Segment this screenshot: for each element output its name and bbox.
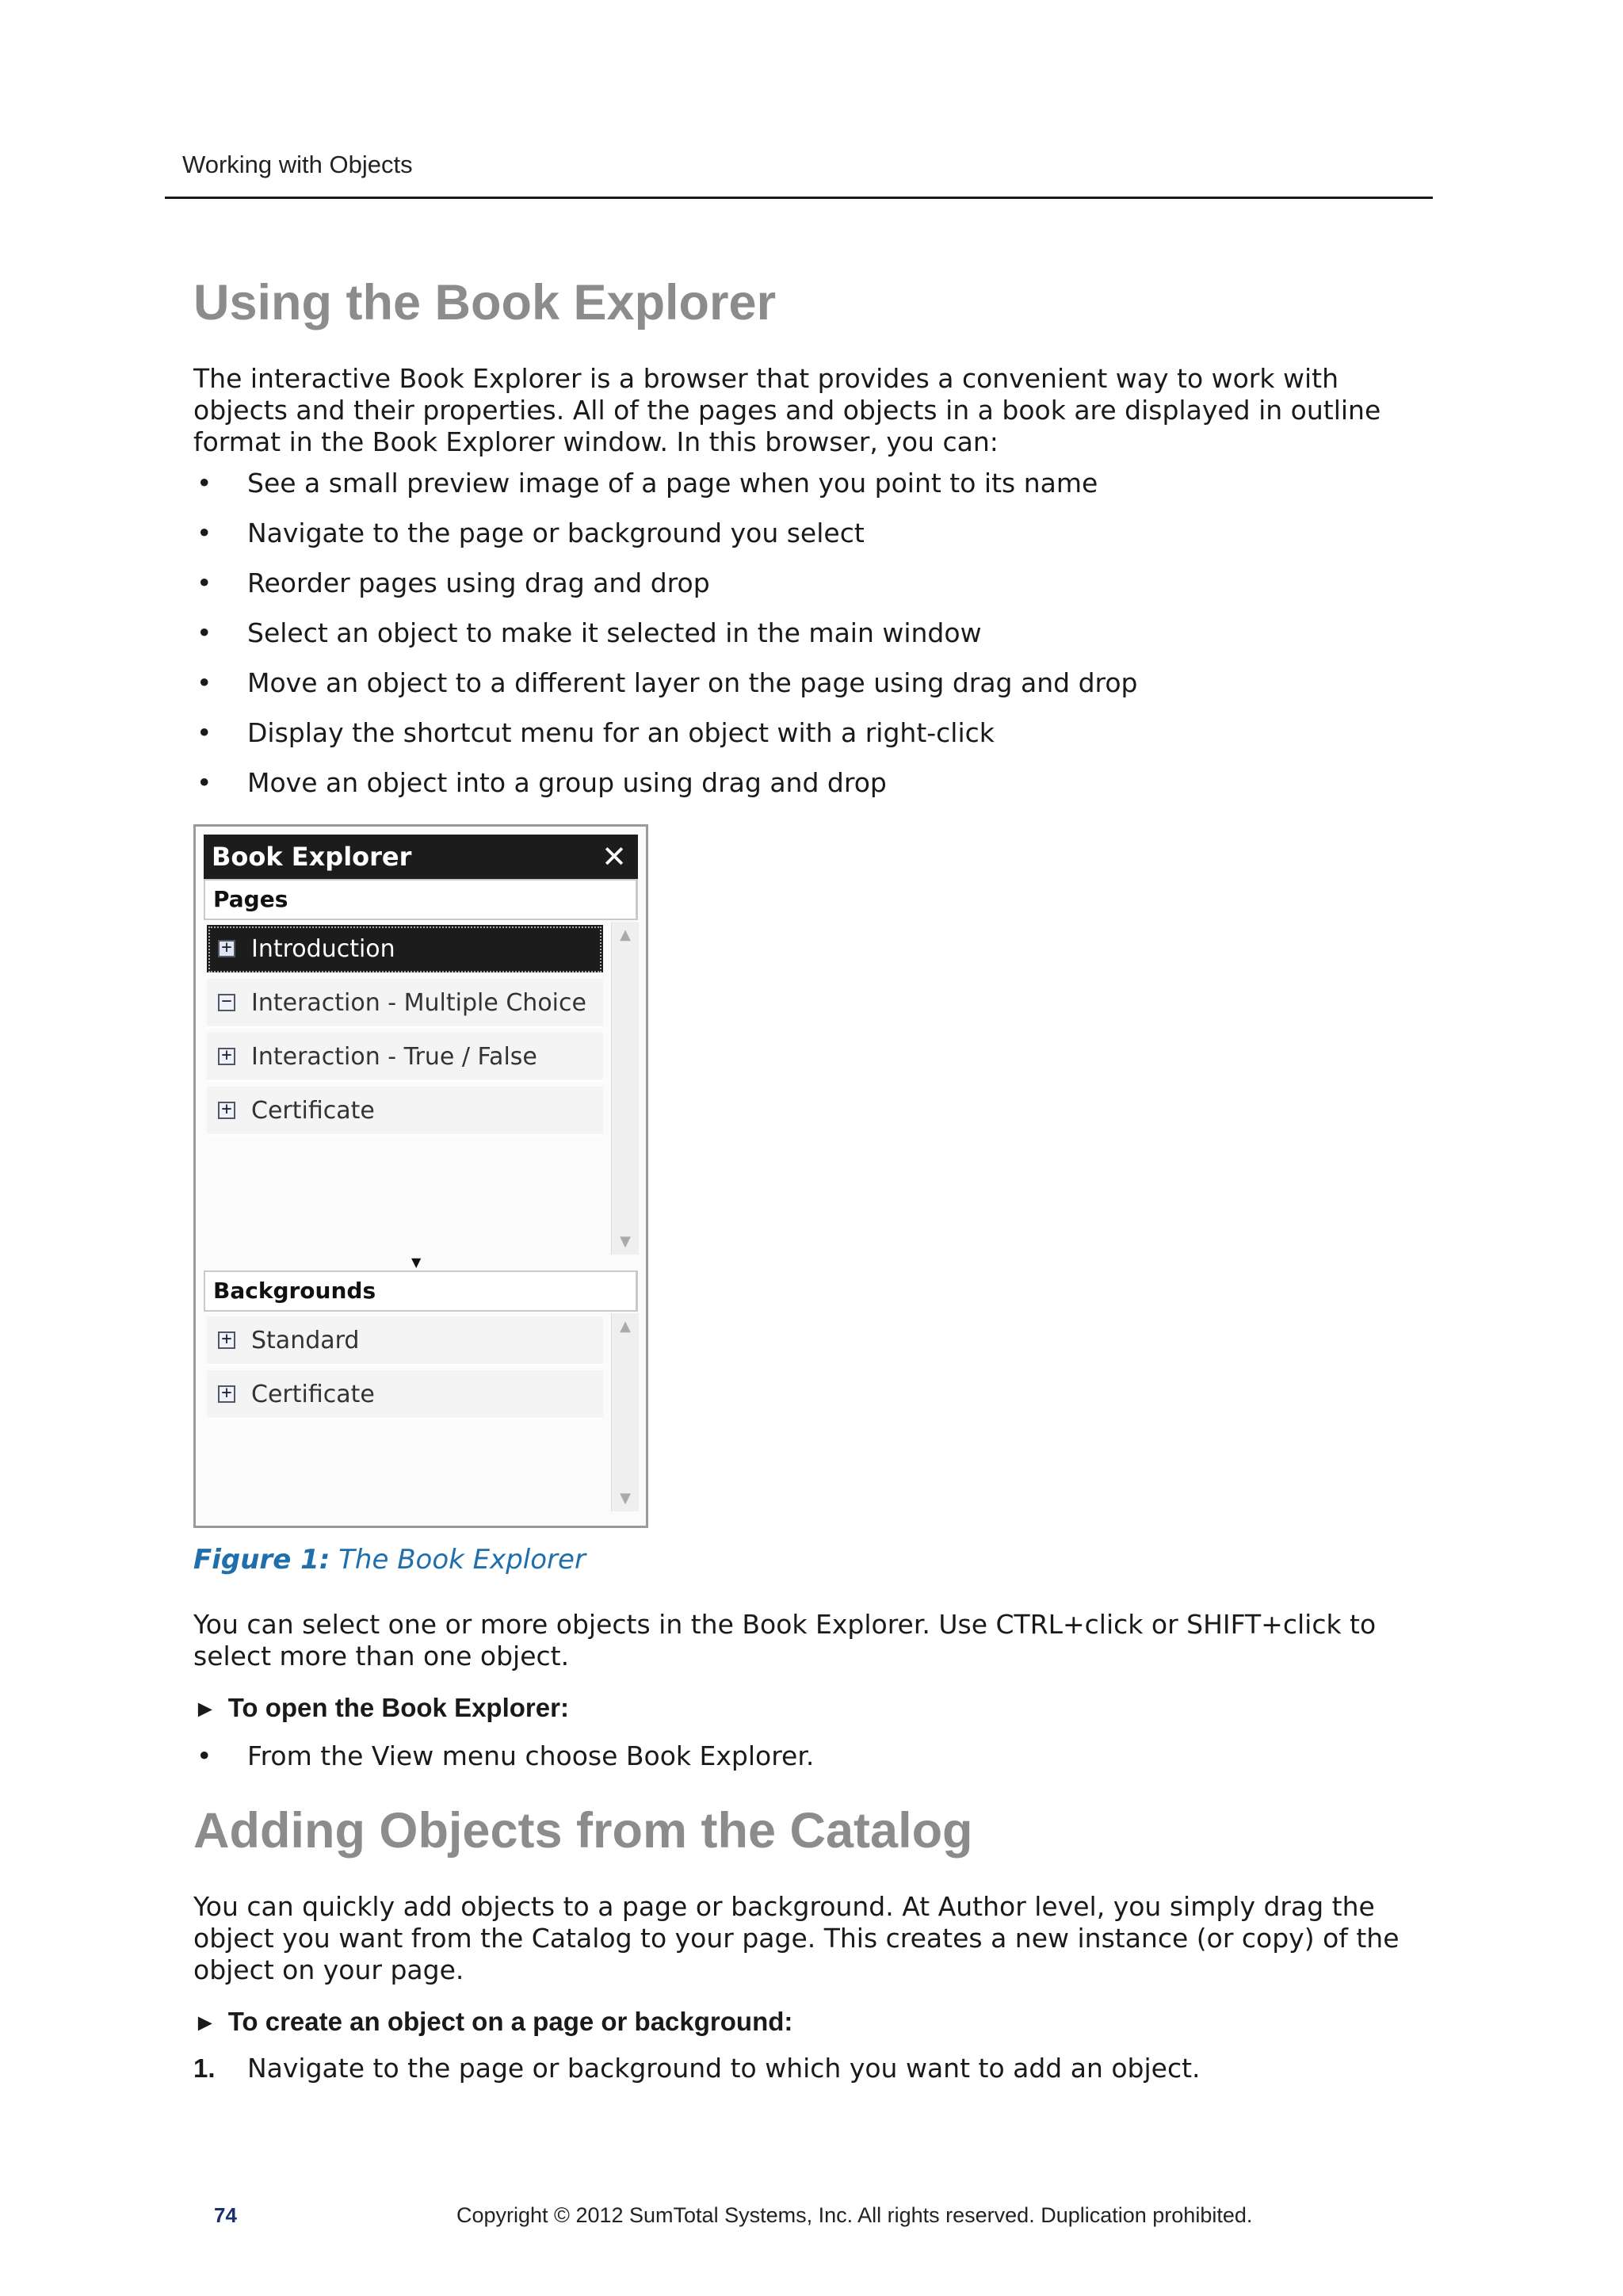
procedure-heading-open: ► To open the Book Explorer:: [193, 1693, 569, 1722]
intro-paragraph: The interactive Book Explorer is a browser that provides a convenient way to work with objects and their properties. All of the pages and objects in a book are displayed in outline format in the Book Explorer window. In this browser, you can:: [193, 363, 1381, 457]
background-item-standard[interactable]: + Standard: [207, 1316, 603, 1366]
backgrounds-header: Backgrounds: [204, 1270, 638, 1312]
bullet-icon: •: [197, 617, 212, 648]
expand-icon[interactable]: +: [218, 1048, 235, 1065]
pages-header: Pages: [204, 879, 638, 920]
scroll-down-icon[interactable]: ▼: [620, 1490, 631, 1507]
page-item-true-false[interactable]: + Interaction - True / False: [207, 1033, 603, 1082]
header-rule: [165, 197, 1433, 199]
pages-scrollbar[interactable]: [611, 922, 639, 1255]
arrow-icon: ►: [193, 2010, 217, 2036]
list-item: • Navigate to the page or background you select: [193, 516, 1138, 566]
running-header: Working with Objects: [182, 151, 413, 178]
panel-splitter[interactable]: [204, 1255, 638, 1270]
expand-icon[interactable]: +: [218, 1331, 235, 1349]
backgrounds-list: [207, 1313, 603, 1511]
book-explorer-panel: [193, 824, 648, 1528]
pages-list: [207, 922, 603, 1255]
close-icon[interactable]: ✕: [601, 839, 627, 874]
catalog-paragraph: You can quickly add objects to a page or background. At Author level, you simply drag the object you want from the Catalog to your page. This creates a new instance (or copy) of the object on your page.: [193, 1891, 1400, 1985]
section-title-catalog: Adding Objects from the Catalog: [193, 1803, 973, 1859]
figure-caption: [193, 1544, 586, 1576]
list-item: • Display the shortcut menu for an object with a right-click: [193, 716, 1138, 766]
arrow-icon: ►: [193, 1696, 217, 1722]
figure-number: Figure 1:: [193, 1544, 330, 1576]
expand-icon[interactable]: +: [218, 1102, 235, 1119]
feature-list: [193, 466, 1138, 816]
panel-title: Book Explorer: [212, 842, 412, 872]
select-paragraph: You can select one or more objects in the Book Explorer. Use CTRL+click or SHIFT+click to select more than one object.: [193, 1609, 1377, 1671]
procedure-heading-create: ► To create an object on a page or background:: [193, 2007, 793, 2036]
expand-icon[interactable]: +: [218, 1385, 235, 1403]
collapse-icon[interactable]: −: [218, 994, 235, 1011]
bullet-icon: •: [197, 518, 212, 548]
backgrounds-scrollbar[interactable]: [611, 1313, 639, 1511]
panel-title-bar: [204, 835, 638, 879]
step-number: 1.: [193, 2053, 216, 2083]
bullet-icon: •: [197, 717, 212, 748]
page-item-multiple-choice[interactable]: − Interaction - Multiple Choice: [207, 979, 603, 1028]
scroll-down-icon[interactable]: ▼: [620, 1233, 631, 1250]
procedure-step: • From the View menu choose Book Explorer.: [197, 1740, 815, 1771]
bullet-icon: •: [197, 667, 212, 698]
figure-caption-text: The Book Explorer: [338, 1544, 586, 1576]
list-item: • Select an object to make it selected in the main window: [193, 616, 1138, 666]
background-item-certificate[interactable]: + Certificate: [207, 1370, 603, 1419]
page-item-certificate[interactable]: + Certificate: [207, 1087, 603, 1136]
list-item: • Move an object to a different layer on the page using drag and drop: [193, 666, 1138, 716]
bullet-icon: •: [197, 1740, 212, 1771]
list-item: • Reorder pages using drag and drop: [193, 566, 1138, 616]
splitter-grip-icon[interactable]: ▼: [411, 1255, 422, 1270]
bullet-icon: •: [197, 767, 212, 798]
list-item: • Move an object into a group using drag and drop: [193, 766, 1138, 816]
bullet-icon: •: [197, 567, 212, 598]
copyright-notice: Copyright © 2012 SumTotal Systems, Inc. All rights reserved. Duplication prohibited.: [456, 2203, 1253, 2227]
expand-icon[interactable]: +: [218, 940, 235, 957]
scroll-up-icon[interactable]: ▲: [620, 1318, 631, 1335]
procedure-step: 1. Navigate to the page or background to which you want to add an object.: [193, 2053, 1201, 2084]
list-item: • See a small preview image of a page when you point to its name: [193, 466, 1138, 516]
page-number: 74: [214, 2203, 237, 2227]
section-title-book-explorer: Using the Book Explorer: [193, 275, 777, 330]
bullet-icon: •: [197, 468, 212, 499]
scroll-up-icon[interactable]: ▲: [620, 926, 631, 943]
page-item-introduction[interactable]: + Introduction: [207, 925, 603, 974]
